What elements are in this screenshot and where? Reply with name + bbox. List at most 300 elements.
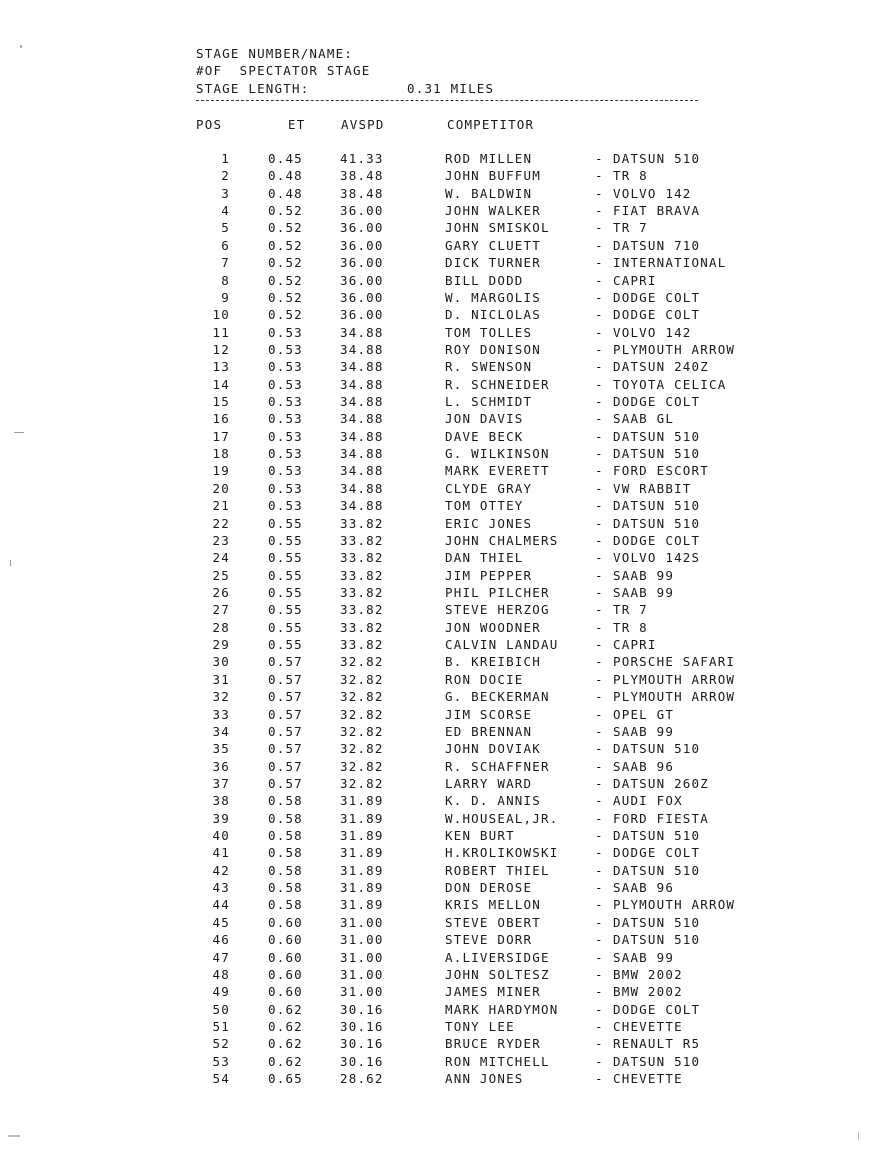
pos-cell: 5 xyxy=(221,220,230,236)
avspd-cell: 31.89 xyxy=(340,897,384,913)
stage-number-label: STAGE NUMBER/NAME: xyxy=(196,46,354,61)
competitor-name-cell: JON DAVIS xyxy=(445,411,524,427)
competitor-name-cell: K. D. ANNIS xyxy=(445,793,541,809)
pos-cell: 6 xyxy=(221,237,230,253)
pos-cell: 7 xyxy=(221,255,230,271)
separator-dash: - xyxy=(595,394,604,410)
pos-cell: 18 xyxy=(212,446,230,462)
separator-dash: - xyxy=(595,619,604,635)
separator-dash: - xyxy=(595,706,604,722)
competitor-name-cell: STEVE DORR xyxy=(445,932,533,948)
et-cell: 0.52 xyxy=(268,220,303,236)
separator-dash: - xyxy=(595,498,604,514)
pos-cell: 50 xyxy=(212,1001,230,1017)
pos-cell: 48 xyxy=(212,966,230,982)
car-cell: BMW 2002 xyxy=(613,966,683,982)
car-cell: DODGE COLT xyxy=(613,289,701,305)
et-cell: 0.62 xyxy=(268,1018,303,1034)
separator-dash: - xyxy=(595,515,604,531)
car-cell: DATSUN 510 xyxy=(613,862,701,878)
avspd-cell: 36.00 xyxy=(340,203,384,219)
separator-dash: - xyxy=(595,359,604,375)
avspd-cell: 34.88 xyxy=(340,498,384,514)
avspd-cell: 38.48 xyxy=(340,185,384,201)
pos-cell: 19 xyxy=(212,463,230,479)
car-cell: DATSUN 510 xyxy=(613,498,701,514)
et-cell: 0.55 xyxy=(268,602,303,618)
car-cell: AUDI FOX xyxy=(613,793,683,809)
avspd-cell: 34.88 xyxy=(340,446,384,462)
avspd-cell: 34.88 xyxy=(340,359,384,375)
car-cell: FIAT BRAVA xyxy=(613,203,701,219)
car-cell: VOLVO 142 xyxy=(613,324,692,340)
avspd-cell: 31.89 xyxy=(340,880,384,896)
table-row xyxy=(0,931,893,948)
avspd-cell: 31.00 xyxy=(340,984,384,1000)
competitor-name-cell: TOM OTTEY xyxy=(445,498,524,514)
table-row xyxy=(0,1018,893,1035)
competitor-name-cell: G. WILKINSON xyxy=(445,446,550,462)
table-row xyxy=(0,462,893,479)
et-cell: 0.53 xyxy=(268,341,303,357)
separator-dash: - xyxy=(595,220,604,236)
et-cell: 0.55 xyxy=(268,532,303,548)
table-row xyxy=(0,914,893,931)
separator-dash: - xyxy=(595,185,604,201)
separator-dash: - xyxy=(595,151,604,166)
competitor-name-cell: DAVE BECK xyxy=(445,428,524,444)
separator-dash: - xyxy=(595,741,604,757)
car-cell: PLYMOUTH ARROW xyxy=(613,671,736,687)
et-cell: 0.58 xyxy=(268,810,303,826)
avspd-cell: 34.88 xyxy=(340,463,384,479)
separator-dash: - xyxy=(595,949,604,965)
car-cell: BMW 2002 xyxy=(613,984,683,1000)
et-cell: 0.58 xyxy=(268,793,303,809)
table-row xyxy=(0,480,893,497)
separator-dash: - xyxy=(595,324,604,340)
pos-cell: 28 xyxy=(212,619,230,635)
avspd-cell: 38.48 xyxy=(340,168,384,184)
competitor-name-cell: TONY LEE xyxy=(445,1018,515,1034)
separator-dash: - xyxy=(595,237,604,253)
et-cell: 0.55 xyxy=(268,637,303,653)
pos-cell: 41 xyxy=(212,845,230,861)
table-row xyxy=(0,202,893,219)
avspd-cell: 34.88 xyxy=(340,411,384,427)
et-cell: 0.53 xyxy=(268,394,303,410)
et-cell: 0.62 xyxy=(268,1036,303,1052)
car-cell: TR 7 xyxy=(613,602,648,618)
table-row xyxy=(0,810,893,827)
competitor-name-cell: MARK HARDYMON xyxy=(445,1001,559,1017)
car-cell: PORSCHE SAFARI xyxy=(613,654,736,670)
et-cell: 0.53 xyxy=(268,480,303,496)
avspd-cell: 32.82 xyxy=(340,723,384,739)
stage-length-label: STAGE LENGTH: xyxy=(196,81,310,96)
table-row xyxy=(0,758,893,775)
separator-dash: - xyxy=(595,932,604,948)
car-cell: SAAB 99 xyxy=(613,567,675,583)
competitor-name-cell: D. NICLOLAS xyxy=(445,307,541,323)
pos-cell: 11 xyxy=(212,324,230,340)
pos-cell: 31 xyxy=(212,671,230,687)
competitor-name-cell: JON WOODNER xyxy=(445,619,541,635)
separator-dash: - xyxy=(595,914,604,930)
pos-cell: 15 xyxy=(212,394,230,410)
pos-cell: 4 xyxy=(221,203,230,219)
column-header-competitor: COMPETITOR xyxy=(447,117,535,132)
separator-dash: - xyxy=(595,532,604,548)
separator-dash: - xyxy=(595,758,604,774)
competitor-name-cell: RON DOCIE xyxy=(445,671,524,687)
pos-cell: 9 xyxy=(221,289,230,305)
competitor-name-cell: KRIS MELLON xyxy=(445,897,541,913)
et-cell: 0.53 xyxy=(268,463,303,479)
separator-dash: - xyxy=(595,376,604,392)
table-row xyxy=(0,723,893,740)
car-cell: FORD ESCORT xyxy=(613,463,709,479)
table-row xyxy=(0,167,893,184)
avspd-cell: 33.82 xyxy=(340,515,384,531)
et-cell: 0.57 xyxy=(268,741,303,757)
competitor-name-cell: DON DEROSE xyxy=(445,880,533,896)
table-row xyxy=(0,949,893,966)
pos-cell: 29 xyxy=(212,637,230,653)
pos-cell: 20 xyxy=(212,480,230,496)
avspd-cell: 31.00 xyxy=(340,914,384,930)
car-cell: DATSUN 510 xyxy=(613,741,701,757)
separator-dash: - xyxy=(595,1071,604,1087)
avspd-cell: 32.82 xyxy=(340,741,384,757)
competitor-name-cell: JOHN DOVIAK xyxy=(445,741,541,757)
et-cell: 0.52 xyxy=(268,307,303,323)
car-cell: DATSUN 510 xyxy=(613,446,701,462)
table-row xyxy=(0,254,893,271)
table-row xyxy=(0,358,893,375)
separator-dash: - xyxy=(595,289,604,305)
avspd-cell: 36.00 xyxy=(340,307,384,323)
pos-cell: 40 xyxy=(212,828,230,844)
et-cell: 0.58 xyxy=(268,862,303,878)
table-row xyxy=(0,393,893,410)
separator-dash: - xyxy=(595,775,604,791)
competitor-name-cell: R. SCHAFFNER xyxy=(445,758,550,774)
table-row xyxy=(0,896,893,913)
separator-dash: - xyxy=(595,480,604,496)
car-cell: RENAULT R5 xyxy=(613,1036,701,1052)
pos-cell: 22 xyxy=(212,515,230,531)
separator-dash: - xyxy=(595,1036,604,1052)
car-cell: CAPRI xyxy=(613,637,657,653)
pos-cell: 16 xyxy=(212,411,230,427)
et-cell: 0.53 xyxy=(268,324,303,340)
competitor-name-cell: DAN THIEL xyxy=(445,550,524,566)
competitor-name-cell: W. MARGOLIS xyxy=(445,289,541,305)
stage-name: #OF SPECTATOR STAGE xyxy=(196,63,371,78)
pos-cell: 3 xyxy=(221,185,230,201)
pos-cell: 26 xyxy=(212,584,230,600)
pos-cell: 53 xyxy=(212,1053,230,1069)
et-cell: 0.62 xyxy=(268,1053,303,1069)
pos-cell: 30 xyxy=(212,654,230,670)
et-cell: 0.60 xyxy=(268,984,303,1000)
et-cell: 0.52 xyxy=(268,289,303,305)
avspd-cell: 34.88 xyxy=(340,341,384,357)
competitor-name-cell: GARY CLUETT xyxy=(445,237,541,253)
car-cell: PLYMOUTH ARROW xyxy=(613,689,736,705)
competitor-name-cell: JAMES MINER xyxy=(445,984,541,1000)
car-cell: DATSUN 260Z xyxy=(613,775,709,791)
table-row xyxy=(0,966,893,983)
et-cell: 0.57 xyxy=(268,706,303,722)
competitor-name-cell: JIM SCORSE xyxy=(445,706,533,722)
table-row xyxy=(0,983,893,1000)
pos-cell: 36 xyxy=(212,758,230,774)
et-cell: 0.65 xyxy=(268,1071,303,1087)
table-row xyxy=(0,306,893,323)
separator-dash: - xyxy=(595,689,604,705)
car-cell: PLYMOUTH ARROW xyxy=(613,897,736,913)
separator-dash: - xyxy=(595,446,604,462)
et-cell: 0.58 xyxy=(268,828,303,844)
table-row xyxy=(0,272,893,289)
table-row xyxy=(0,671,893,688)
avspd-cell: 31.89 xyxy=(340,793,384,809)
avspd-cell: 33.82 xyxy=(340,637,384,653)
pos-cell: 47 xyxy=(212,949,230,965)
et-cell: 0.60 xyxy=(268,914,303,930)
avspd-cell: 28.62 xyxy=(340,1071,384,1087)
separator-dash: - xyxy=(595,1053,604,1069)
car-cell: CHEVETTE xyxy=(613,1071,683,1087)
pos-cell: 24 xyxy=(212,550,230,566)
et-cell: 0.55 xyxy=(268,515,303,531)
scan-speck xyxy=(8,1135,20,1137)
separator-dash: - xyxy=(595,1018,604,1034)
competitor-name-cell: MARK EVERETT xyxy=(445,463,550,479)
pos-cell: 45 xyxy=(212,914,230,930)
avspd-cell: 31.00 xyxy=(340,966,384,982)
car-cell: INTERNATIONAL xyxy=(613,255,727,271)
pos-cell: 8 xyxy=(221,272,230,288)
competitor-name-cell: CALVIN LANDAU xyxy=(445,637,559,653)
car-cell: SAAB 96 xyxy=(613,758,675,774)
car-cell: DATSUN 510 xyxy=(613,1053,701,1069)
table-row xyxy=(0,844,893,861)
pos-cell: 32 xyxy=(212,689,230,705)
table-row xyxy=(0,237,893,254)
car-cell: OPEL GT xyxy=(613,706,675,722)
competitor-name-cell: TOM TOLLES xyxy=(445,324,533,340)
separator-dash: - xyxy=(595,341,604,357)
pos-cell: 14 xyxy=(212,376,230,392)
avspd-cell: 31.00 xyxy=(340,949,384,965)
avspd-cell: 30.16 xyxy=(340,1018,384,1034)
et-cell: 0.45 xyxy=(268,151,303,166)
table-row xyxy=(0,1035,893,1052)
separator-dash: - xyxy=(595,272,604,288)
car-cell: DODGE COLT xyxy=(613,845,701,861)
competitor-name-cell: B. KREIBICH xyxy=(445,654,541,670)
avspd-cell: 33.82 xyxy=(340,532,384,548)
scan-speck xyxy=(20,45,22,48)
competitor-name-cell: JOHN WALKER xyxy=(445,203,541,219)
pos-cell: 13 xyxy=(212,359,230,375)
table-row xyxy=(0,827,893,844)
car-cell: VOLVO 142 xyxy=(613,185,692,201)
avspd-cell: 33.82 xyxy=(340,550,384,566)
pos-cell: 1 xyxy=(221,151,230,166)
competitor-name-cell: JOHN CHALMERS xyxy=(445,532,559,548)
et-cell: 0.52 xyxy=(268,237,303,253)
pos-cell: 37 xyxy=(212,775,230,791)
separator-dash: - xyxy=(595,984,604,1000)
pos-cell: 27 xyxy=(212,602,230,618)
et-cell: 0.58 xyxy=(268,897,303,913)
table-row xyxy=(0,601,893,618)
table-row xyxy=(0,219,893,236)
separator-dash: - xyxy=(595,411,604,427)
et-cell: 0.52 xyxy=(268,203,303,219)
avspd-cell: 34.88 xyxy=(340,394,384,410)
competitor-name-cell: L. SCHMIDT xyxy=(445,394,533,410)
et-cell: 0.62 xyxy=(268,1001,303,1017)
scan-speck xyxy=(10,560,11,566)
car-cell: DODGE COLT xyxy=(613,532,701,548)
et-cell: 0.55 xyxy=(268,550,303,566)
et-cell: 0.57 xyxy=(268,671,303,687)
avspd-cell: 34.88 xyxy=(340,428,384,444)
header-divider xyxy=(196,100,698,101)
table-row xyxy=(0,185,893,202)
table-row xyxy=(0,289,893,306)
avspd-cell: 32.82 xyxy=(340,654,384,670)
car-cell: DATSUN 510 xyxy=(613,914,701,930)
table-row xyxy=(0,341,893,358)
pos-cell: 21 xyxy=(212,498,230,514)
et-cell: 0.53 xyxy=(268,428,303,444)
avspd-cell: 34.88 xyxy=(340,324,384,340)
table-row xyxy=(0,862,893,879)
pos-cell: 43 xyxy=(212,880,230,896)
avspd-cell: 34.88 xyxy=(340,480,384,496)
table-row xyxy=(0,636,893,653)
table-row xyxy=(0,1070,893,1087)
pos-cell: 33 xyxy=(212,706,230,722)
et-cell: 0.57 xyxy=(268,723,303,739)
pos-cell: 34 xyxy=(212,723,230,739)
car-cell: SAAB 99 xyxy=(613,584,675,600)
separator-dash: - xyxy=(595,671,604,687)
pos-cell: 25 xyxy=(212,567,230,583)
stage-length-value: 0.31 MILES xyxy=(407,81,495,96)
pos-cell: 54 xyxy=(212,1071,230,1087)
table-row xyxy=(0,584,893,601)
avspd-cell: 30.16 xyxy=(340,1001,384,1017)
pos-cell: 10 xyxy=(212,307,230,323)
avspd-cell: 31.89 xyxy=(340,862,384,878)
table-row xyxy=(0,567,893,584)
table-row xyxy=(0,515,893,532)
competitor-name-cell: W. BALDWIN xyxy=(445,185,533,201)
pos-cell: 49 xyxy=(212,984,230,1000)
table-row xyxy=(0,706,893,723)
car-cell: SAAB 99 xyxy=(613,723,675,739)
separator-dash: - xyxy=(595,463,604,479)
avspd-cell: 36.00 xyxy=(340,255,384,271)
avspd-cell: 32.82 xyxy=(340,758,384,774)
separator-dash: - xyxy=(595,255,604,271)
car-cell: TR 8 xyxy=(613,619,648,635)
table-row xyxy=(0,150,893,167)
car-cell: DATSUN 510 xyxy=(613,515,701,531)
avspd-cell: 36.00 xyxy=(340,272,384,288)
table-row xyxy=(0,428,893,445)
table-row xyxy=(0,775,893,792)
et-cell: 0.60 xyxy=(268,966,303,982)
et-cell: 0.57 xyxy=(268,758,303,774)
separator-dash: - xyxy=(595,428,604,444)
pos-cell: 51 xyxy=(212,1018,230,1034)
et-cell: 0.52 xyxy=(268,255,303,271)
pos-cell: 44 xyxy=(212,897,230,913)
competitor-name-cell: KEN BURT xyxy=(445,828,515,844)
et-cell: 0.53 xyxy=(268,376,303,392)
table-row xyxy=(0,324,893,341)
car-cell: DATSUN 240Z xyxy=(613,359,709,375)
competitor-name-cell: ROBERT THIEL xyxy=(445,862,550,878)
table-row xyxy=(0,688,893,705)
competitor-name-cell: ROD MILLEN xyxy=(445,151,533,166)
table-row xyxy=(0,619,893,636)
separator-dash: - xyxy=(595,723,604,739)
column-header-et: ET xyxy=(288,117,306,132)
avspd-cell: 31.89 xyxy=(340,845,384,861)
et-cell: 0.52 xyxy=(268,272,303,288)
separator-dash: - xyxy=(595,602,604,618)
competitor-name-cell: BILL DODD xyxy=(445,272,524,288)
table-row xyxy=(0,879,893,896)
table-row xyxy=(0,445,893,462)
pos-cell: 52 xyxy=(212,1036,230,1052)
table-row xyxy=(0,497,893,514)
table-row xyxy=(0,1053,893,1070)
table-row xyxy=(0,376,893,393)
separator-dash: - xyxy=(595,584,604,600)
separator-dash: - xyxy=(595,880,604,896)
car-cell: SAAB 99 xyxy=(613,949,675,965)
car-cell: CHEVETTE xyxy=(613,1018,683,1034)
table-row xyxy=(0,653,893,670)
pos-cell: 46 xyxy=(212,932,230,948)
et-cell: 0.60 xyxy=(268,932,303,948)
avspd-cell: 36.00 xyxy=(340,220,384,236)
et-cell: 0.60 xyxy=(268,949,303,965)
pos-cell: 38 xyxy=(212,793,230,809)
avspd-cell: 41.33 xyxy=(340,151,384,166)
car-cell: TR 8 xyxy=(613,168,648,184)
competitor-name-cell: G. BECKERMAN xyxy=(445,689,550,705)
column-header-avspd: AVSPD xyxy=(341,117,385,132)
pos-cell: 39 xyxy=(212,810,230,826)
car-cell: DODGE COLT xyxy=(613,1001,701,1017)
et-cell: 0.55 xyxy=(268,567,303,583)
separator-dash: - xyxy=(595,567,604,583)
competitor-name-cell: JIM PEPPER xyxy=(445,567,533,583)
separator-dash: - xyxy=(595,203,604,219)
table-row xyxy=(0,740,893,757)
